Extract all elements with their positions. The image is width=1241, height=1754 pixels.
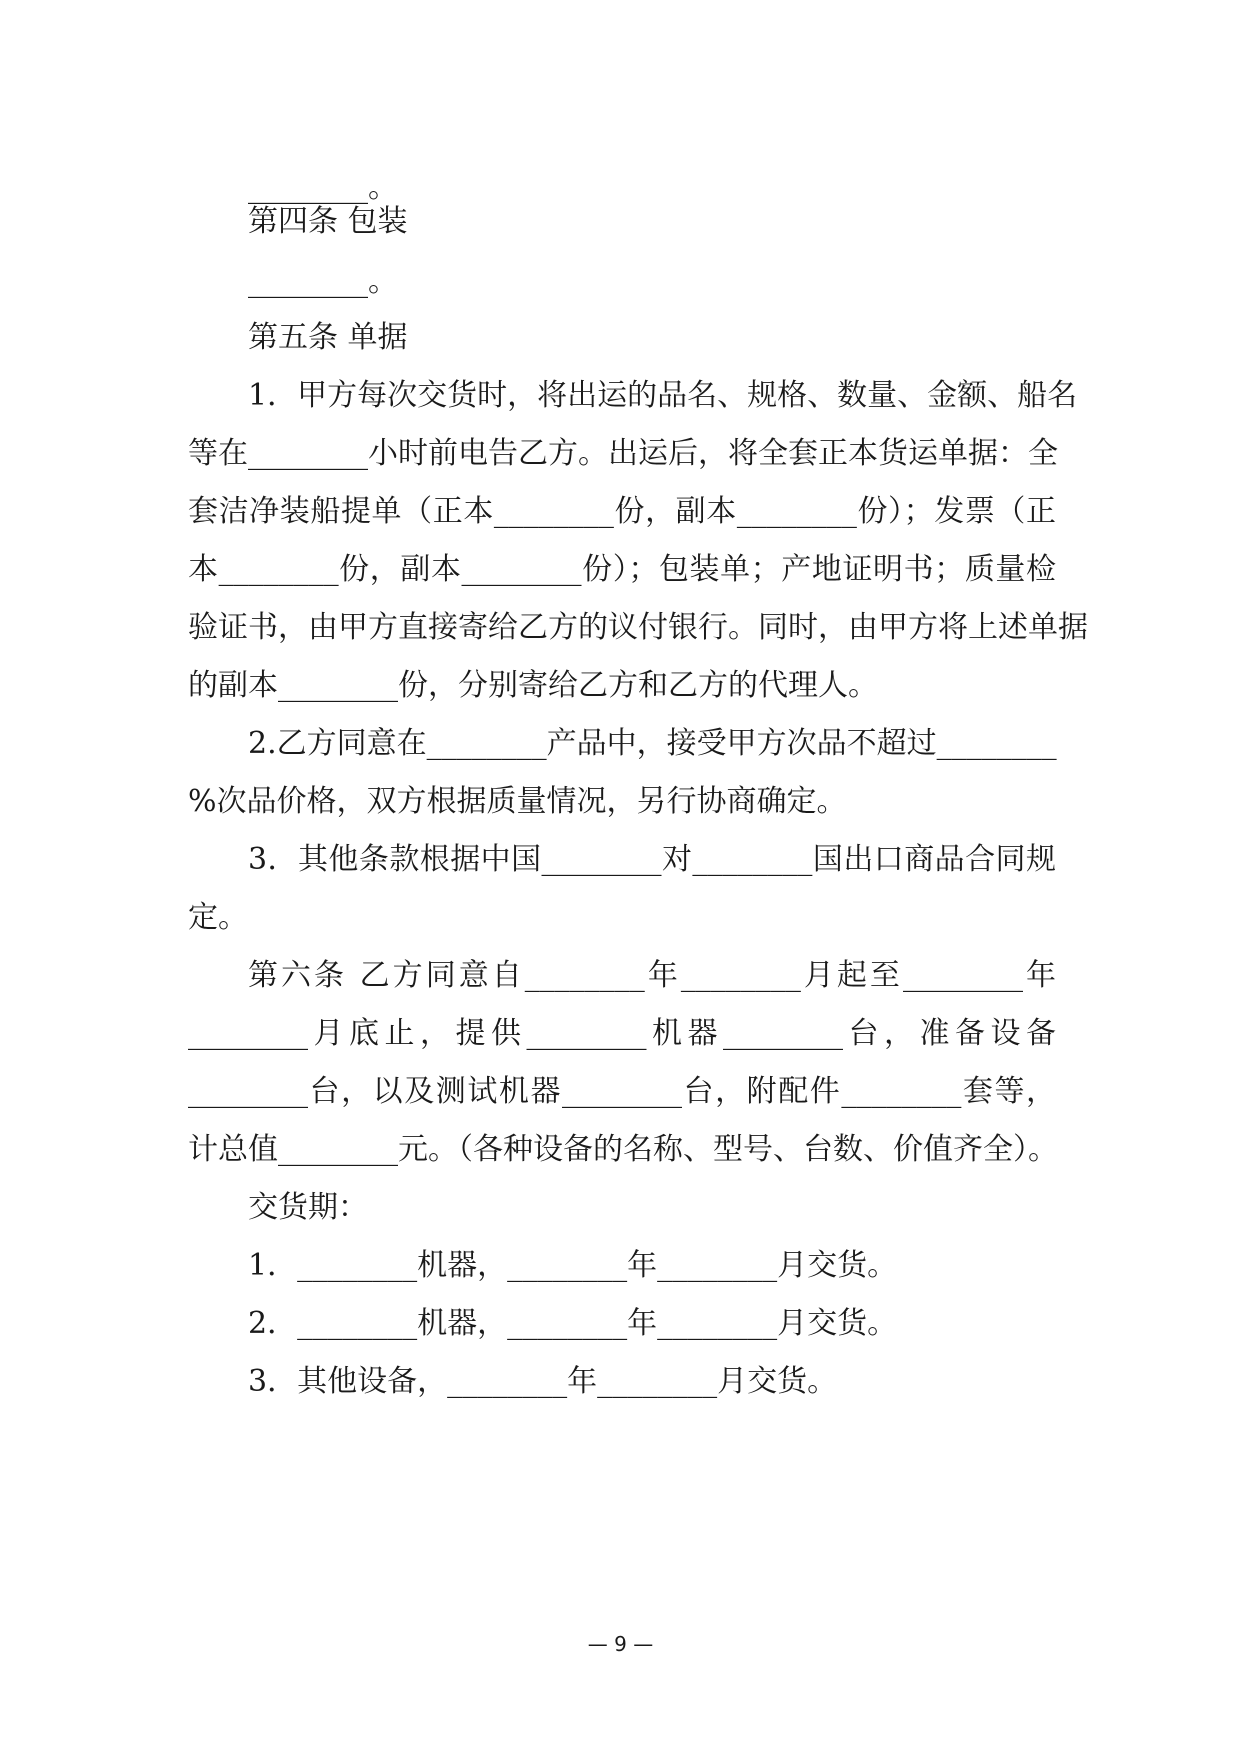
page-number: — 9 — [587,1632,654,1656]
article-5-item-1-line-2: 等在________小时前电告乙方。出运后，将全套正本货运单据：全 [188,436,1058,471]
article-4-heading: 第四条 包装 [248,204,408,239]
blank-line-1: ________。 [248,170,398,205]
blank-line-2: ________。 [248,264,398,299]
article-5-heading: 第五条 单据 [248,320,408,355]
delivery-item-3: 3．其他设备，________年________月交货。 [248,1364,838,1399]
delivery-item-2: 2．________机器，________年________月交货。 [248,1306,898,1341]
article-6-line-3: ________台，以及测试机器________台，附配件________套等， [188,1074,1056,1109]
article-5-item-1-line-6: 的副本________份，分别寄给乙方和乙方的代理人。 [188,668,878,703]
article-5-item-1-line-1: 1．甲方每次交货时，将出运的品名、规格、数量、金额、船名 [248,378,1078,413]
article-5-item-1-line-5: 验证书，由甲方直接寄给乙方的议付银行。同时，由甲方将上述单据 [188,610,1088,645]
article-6-line-4: 计总值________元。（各种设备的名称、型号、台数、价值齐全）。 [188,1132,1058,1167]
article-5-item-1-line-3: 套洁净装船提单（正本________份，副本________份）；发票（正 [188,494,1056,529]
article-5-item-3-line-2: 定。 [188,900,248,935]
article-5-item-3-line-1: 3．其他条款根据中国________对________国出口商品合同规 [248,842,1056,877]
article-5-item-2-line-1: 2.乙方同意在________产品中，接受甲方次品不超过________ [248,726,1057,761]
article-5-item-1-line-4: 本________份，副本________份）；包装单；产地证明书；质量检 [188,552,1056,587]
delivery-item-1: 1．________机器，________年________月交货。 [248,1248,898,1283]
article-5-item-2-line-2: %次品价格，双方根据质量情况，另行协商确定。 [188,784,847,819]
delivery-period-heading: 交货期： [248,1190,368,1225]
article-6-line-1: 第六条 乙方同意自________年________月起至________年 [248,958,1056,993]
article-6-line-2: ________月底止，提供________机器________台，准备设备 [188,1016,1056,1051]
